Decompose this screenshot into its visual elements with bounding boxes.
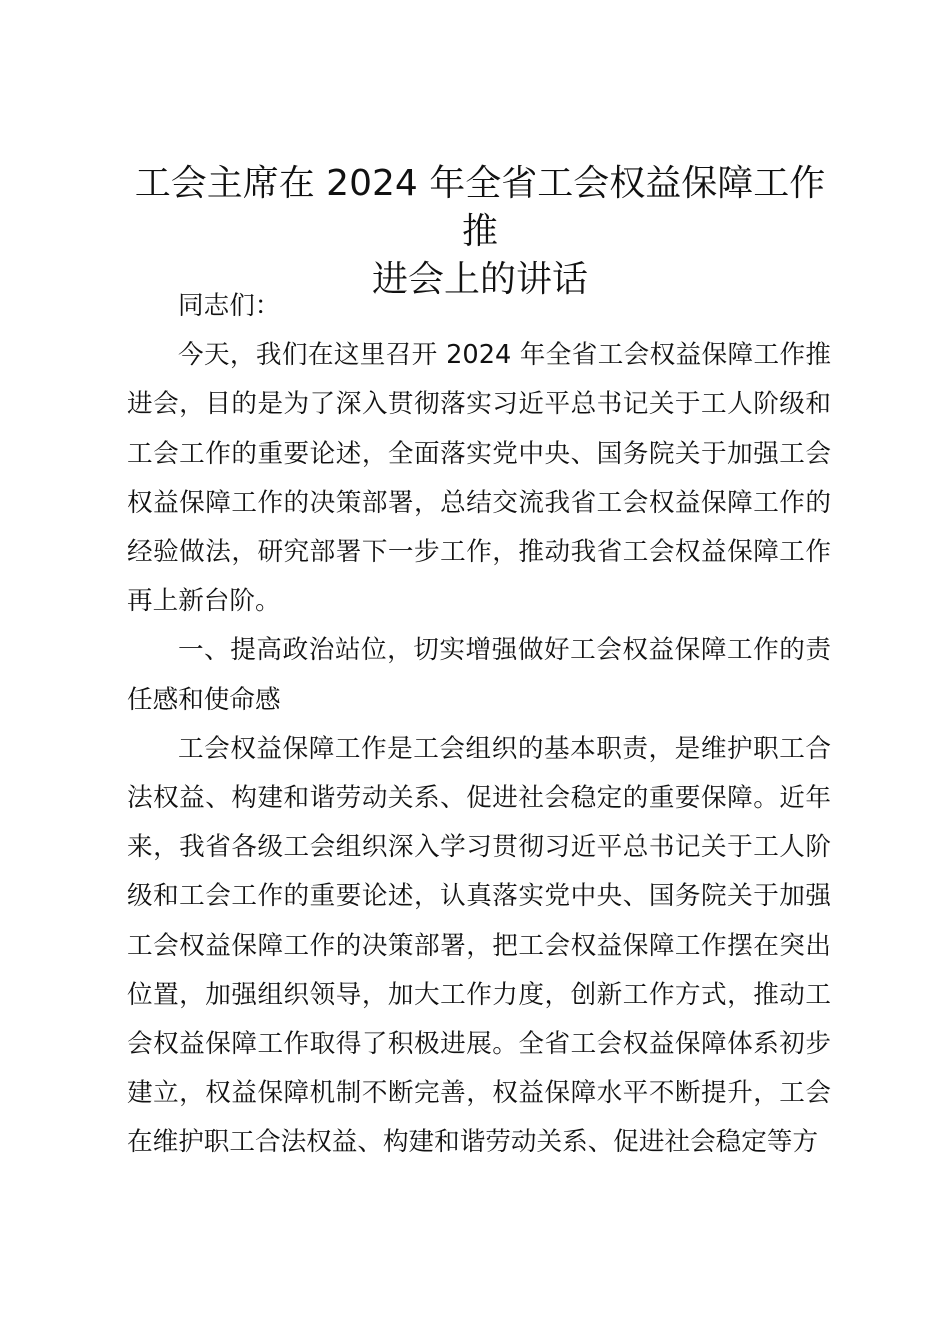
section-heading-1: 一、提高政治站位，切实增强做好工会权益保障工作的责任感和使命感 [127, 635, 831, 715]
paragraph-section-1: 工会权益保障工作是工会组织的基本职责，是维护职工合法权益、构建和谐劳动关系、促进社会稳定的重要保障。近年来，我省各级工会组织深入学习贯彻习近平总书记关于工人阶级和工会工作的重要论述，认真落实党中央、国务院关于加强工会权益保障工作的决策部署，把工会权益保障工作摆在突出位置，加强组织领导，加大工作力度，创新工作方式，推动工会权益保障工作取得了积极进展。全省工会权益保障体系初步建立，权益保障机制不断完善，权益保障水平不断提升，工会在维护职工合法权益、构建和谐劳动关系、促进社会稳定等方 [127, 733, 831, 1158]
salutation: 同志们： [178, 291, 281, 321]
title-line-1: 工会主席在 2024 年全省工会权益保障工作推 [134, 163, 826, 252]
title-line-2: 进会上的讲话 [371, 259, 588, 300]
paragraph-intro: 今天，我们在这里召开 2024 年全省工会权益保障工作推进会，目的是为了深入贯彻落实习近平总书记关于工人阶级和工会工作的重要论述，全面落实党中央、国务院关于加强工会权益保障工作的决策部署，总结交流我省工会权益保障工作的经验做法，研究部署下一步工作，推动我省工会权益保障工作再上新台阶。 [127, 340, 831, 617]
document-body [127, 282, 831, 1168]
